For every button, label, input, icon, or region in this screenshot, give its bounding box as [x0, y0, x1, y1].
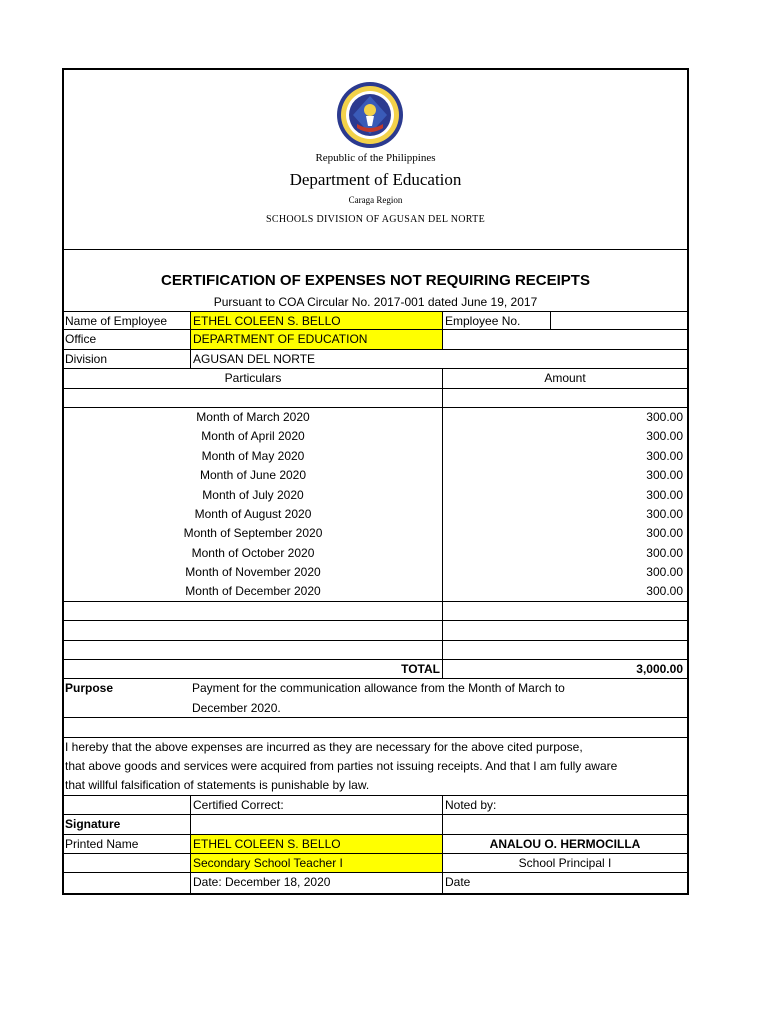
total-row: [64, 660, 687, 679]
printed-name-row: [64, 835, 687, 854]
printed-name-label: Printed Name: [65, 836, 139, 851]
table-row-empty: [64, 602, 687, 621]
amount-cell: 300.00: [442, 408, 687, 427]
particulars-header: Particulars: [224, 371, 282, 386]
table-row: [64, 447, 687, 466]
employee-name-row: [64, 311, 687, 330]
certification-row-1: [64, 738, 687, 757]
particular-cell: Month of May 2020: [201, 448, 305, 463]
table-row: [64, 466, 687, 485]
purpose-row: [64, 679, 687, 698]
particular-cell: Month of September 2020: [183, 526, 323, 541]
deped-seal-icon: [335, 80, 405, 150]
particular-cell: Month of November 2020: [185, 565, 321, 580]
particular-cell: Month of August 2020: [194, 506, 312, 521]
table-row: [64, 524, 687, 543]
table-row: [64, 505, 687, 524]
certification-row-2: [64, 757, 687, 776]
particular-cell: Month of October 2020: [191, 545, 315, 560]
certifier-signature[interactable]: [190, 815, 442, 833]
position-row: [64, 854, 687, 873]
form-grid: [64, 311, 687, 893]
table-row: [64, 427, 687, 446]
office-label: Office: [65, 332, 97, 347]
amount-cell: 300.00: [442, 505, 687, 524]
total-value: 3,000.00: [442, 660, 687, 678]
division-line: SCHOOLS DIVISION OF AGUSAN DEL NORTE: [265, 214, 485, 225]
date-row: [64, 873, 687, 892]
office-row: [64, 330, 687, 349]
table-header-row: [64, 369, 687, 388]
certification-line-3: that willful falsification of statements is punishable by law.: [65, 778, 370, 793]
certification-line-2: that above goods and services were acquired from parties not issuing receipts. And that I am fully aware: [65, 758, 618, 773]
noter-position[interactable]: School Principal I: [442, 854, 687, 872]
certified-label: Certified Correct:: [190, 796, 442, 814]
amount-header: Amount: [442, 369, 687, 387]
amount-cell: 300.00: [442, 563, 687, 582]
amount-cell: 300.00: [442, 524, 687, 543]
amount-cell: 300.00: [442, 466, 687, 485]
purpose-line-1: Payment for the communication allowance from the Month of March to: [192, 681, 565, 696]
certification-line-1: I hereby that the above expenses are incurred as they are necessary for the above cited purpose,: [65, 739, 583, 754]
purpose-row-2: [64, 699, 687, 718]
empno-label: Employee No.: [442, 312, 550, 329]
form-subtitle: Pursuant to COA Circular No. 2017-001 dated June 19, 2017: [213, 295, 538, 309]
table-row: [64, 582, 687, 601]
amount-cell: 300.00: [442, 544, 687, 563]
particular-cell: Month of December 2020: [185, 584, 321, 599]
particular-cell: Month of June 2020: [199, 468, 307, 483]
amount-cell: 300.00: [442, 447, 687, 466]
particular-cell: Month of April 2020: [201, 429, 305, 444]
office-value[interactable]: DEPARTMENT OF EDUCATION: [190, 330, 442, 348]
table-row: [64, 544, 687, 563]
amount-cell: 300.00: [442, 486, 687, 505]
signature-label: Signature: [65, 817, 121, 832]
purpose-label: Purpose: [65, 681, 114, 696]
name-label: Name of Employee: [65, 314, 168, 328]
division-value[interactable]: AGUSAN DEL NORTE: [190, 350, 442, 368]
table-row: [64, 563, 687, 582]
amount-cell: 300.00: [442, 582, 687, 600]
certifier-name[interactable]: ETHEL COLEEN S. BELLO: [190, 835, 442, 853]
noter-name[interactable]: ANALOU O. HERMOCILLA: [442, 835, 687, 853]
noter-signature[interactable]: [442, 815, 687, 833]
amount-cell: 300.00: [442, 427, 687, 446]
table-row: [64, 486, 687, 505]
letterhead: [64, 70, 687, 250]
purpose-line-2: December 2020.: [192, 700, 281, 715]
signature-row: [64, 815, 687, 834]
division-row: [64, 350, 687, 369]
name-value[interactable]: ETHEL COLEEN S. BELLO: [190, 312, 442, 329]
noted-label: Noted by:: [442, 796, 687, 814]
table-row-empty: [64, 641, 687, 660]
noter-date[interactable]: Date: [442, 873, 687, 892]
division-label: Division: [65, 351, 108, 366]
department-name: Department of Education: [289, 170, 462, 189]
certifier-date[interactable]: Date: December 18, 2020: [190, 873, 442, 892]
blank-row: [64, 718, 687, 737]
table-row-empty: [64, 389, 687, 408]
office-blank: [442, 330, 687, 348]
table-row: [64, 408, 687, 427]
total-label: TOTAL: [401, 662, 440, 677]
form-title: CERTIFICATION OF EXPENSES NOT REQUIRING RECEIPTS: [161, 272, 590, 289]
particular-cell: Month of July 2020: [202, 487, 304, 502]
certification-row-3: [64, 776, 687, 795]
particular-cell: Month of March 2020: [196, 409, 310, 424]
table-row-empty: [64, 621, 687, 640]
empno-value[interactable]: [550, 312, 687, 329]
republic-line: Republic of the Philippines: [315, 152, 436, 164]
signature-header-row: [64, 796, 687, 815]
certification-form: [62, 68, 689, 895]
certifier-position[interactable]: Secondary School Teacher I: [190, 854, 442, 872]
region-line: Caraga Region: [348, 195, 403, 205]
